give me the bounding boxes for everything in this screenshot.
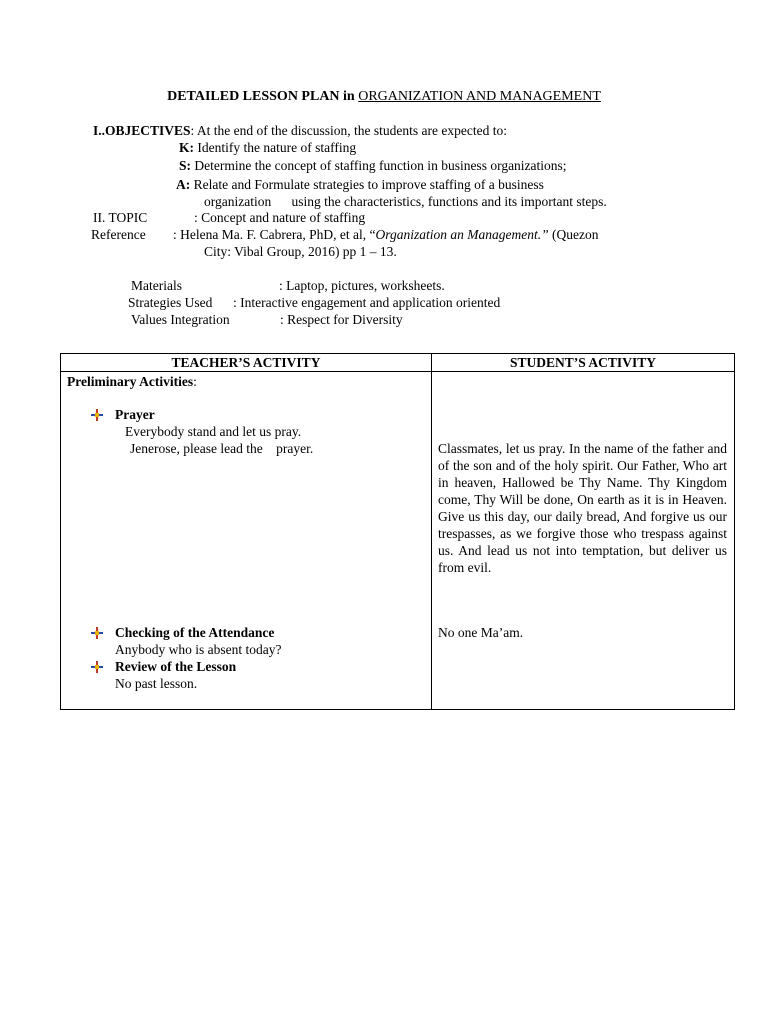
title-subject: ORGANIZATION AND MANAGEMENT: [358, 89, 601, 104]
objective-k: [179, 139, 356, 156]
attendance-question: Anybody who is absent today?: [115, 642, 282, 657]
objective-s: [179, 157, 567, 174]
values-value: : Respect for Diversity: [280, 312, 403, 327]
objectives-intro: : At the end of the discussion, the students are expected to:: [190, 123, 507, 138]
values-label: Values Integration: [131, 312, 230, 327]
objective-k-label: K:: [179, 140, 194, 155]
reference-label: Reference: [91, 227, 146, 242]
reference-line-2: City: Vibal Group, 2016) pp 1 – 13.: [204, 244, 397, 259]
objective-k-text: Identify the nature of staffing: [197, 140, 357, 155]
reference-text: [173, 226, 598, 243]
bullet-icon: [91, 627, 103, 639]
teacher-activity-header: TEACHER’S ACTIVITY: [61, 354, 432, 372]
objective-a-text-1: Relate and Formulate strategies to improve staffing of a business: [193, 177, 544, 192]
document-title: [0, 88, 768, 105]
materials-value: : Laptop, pictures, worksheets.: [279, 278, 445, 293]
objectives-line: [93, 122, 507, 139]
prayer-response: Classmates, let us pray. In the name of the father and of the son and of the holy spirit. Our Father, Who art in heaven, Hallowed be Thy Name. Thy Kingdom come, Thy Will be done, On earth as it is in Heaven. Give us this day, our daily bread, And forgive us our trespasses, as we forgive those who trespass against us. And lead us not into temptation, but deliver us from evil.: [438, 441, 727, 575]
table-row: [61, 372, 735, 710]
objective-a: [176, 176, 544, 193]
review-text: No past lesson.: [115, 676, 198, 691]
student-activity-header: STUDENT’S ACTIVITY: [432, 354, 735, 372]
review-heading: Review of the Lesson: [115, 659, 237, 674]
attendance-response: No one Ma’am.: [438, 625, 524, 640]
objective-s-label: S:: [179, 158, 192, 173]
strategies-value: : Interactive engagement and application oriented: [233, 295, 501, 310]
objective-a-label: A:: [176, 177, 191, 192]
strategies-label: Strategies Used: [128, 295, 213, 310]
reference-book-title: Organization an Management.”: [375, 227, 549, 242]
attendance-heading: Checking of the Attendance: [115, 625, 275, 640]
prayer-leader: Jenerose, please lead the prayer.: [130, 441, 314, 456]
preliminary-heading: Preliminary Activities: [67, 374, 194, 389]
reference-text-pre: : Helena Ma. F. Cabrera, PhD, et al, “: [173, 227, 376, 242]
title-prefix: DETAILED LESSON PLAN in: [167, 89, 355, 104]
student-activity-cell: [432, 372, 735, 710]
prayer-instruction: Everybody stand and let us pray.: [125, 424, 302, 439]
activity-table: [60, 353, 735, 710]
preliminary-activities: [67, 373, 197, 390]
objective-s-text: Determine the concept of staffing function in business organizations;: [194, 158, 567, 173]
topic-text: : Concept and nature of staffing: [194, 210, 366, 225]
prayer-heading: Prayer: [115, 407, 155, 422]
bullet-icon: [91, 409, 103, 421]
objective-a-text-2: organization using the characteristics, functions and its important steps.: [204, 194, 607, 209]
topic-heading: II. TOPIC: [93, 210, 148, 225]
teacher-activity-cell: [61, 372, 432, 710]
reference-text-post: (Quezon: [548, 227, 599, 242]
table-header-row: [61, 354, 735, 372]
preliminary-colon: :: [193, 374, 197, 389]
objectives-heading: I..OBJECTIVES: [93, 123, 191, 138]
bullet-icon: [91, 661, 103, 673]
materials-label: Materials: [131, 278, 182, 293]
